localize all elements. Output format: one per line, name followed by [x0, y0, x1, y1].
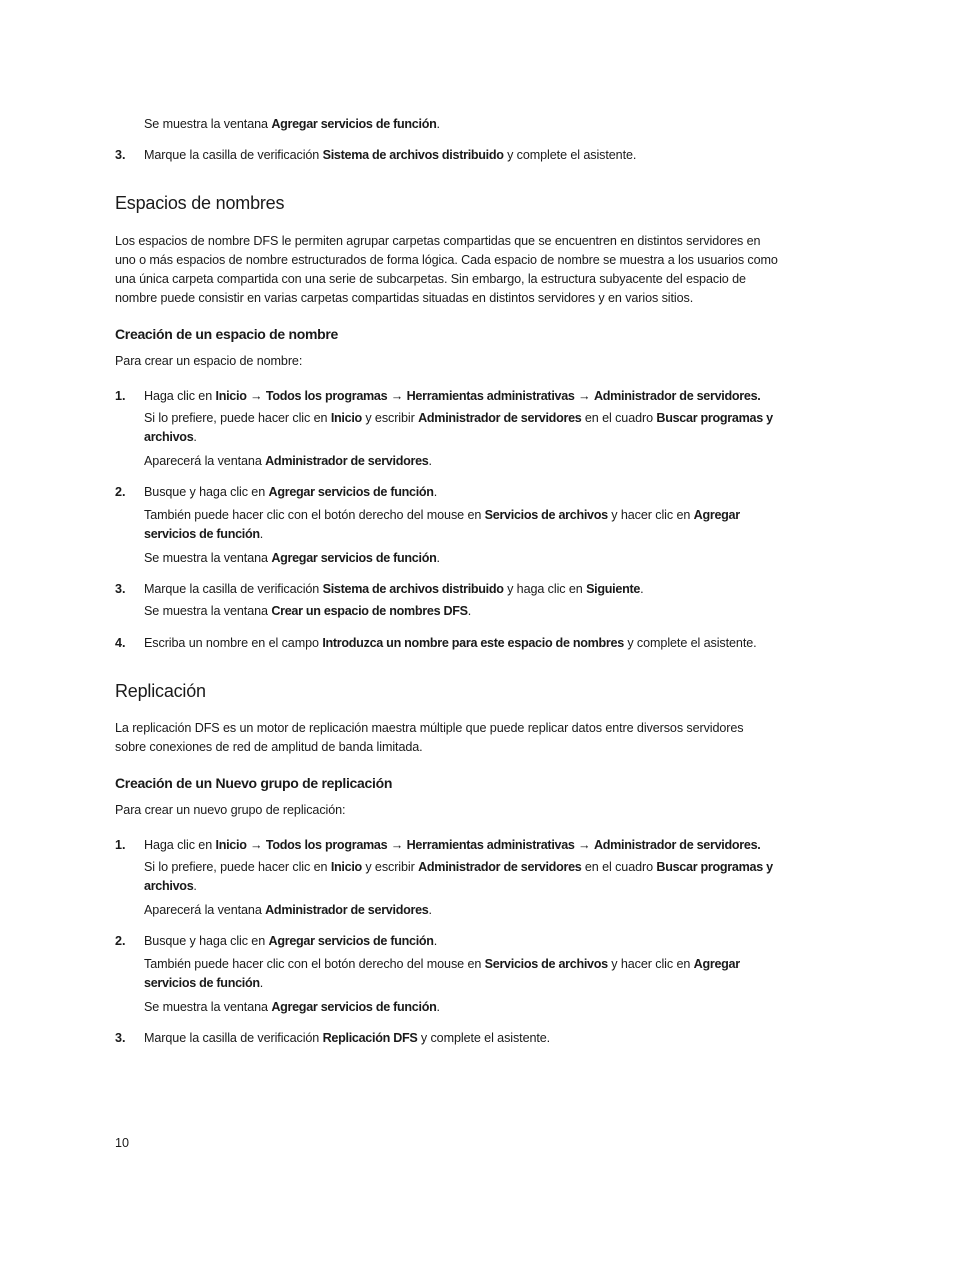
step-text: archivos. — [144, 879, 197, 893]
step-number: 4. — [115, 636, 126, 650]
step-text: Si lo prefiere, puede hacer clic en Inicio y escribir Administrador de servidores en el cuadro Buscar programas y — [144, 411, 773, 425]
step-number: 2. — [115, 934, 126, 948]
step-text: Escriba un nombre en el campo Introduzca un nombre para este espacio de nombres y complete el asistente. — [144, 636, 757, 650]
step-text: Marque la casilla de verificación Sistema de archivos distribuido y complete el asistente. — [144, 148, 637, 162]
subsection-heading-create-replication-group: Creación de un Nuevo grupo de replicación — [115, 775, 393, 791]
step-note: Se muestra la ventana Crear un espacio de nombres DFS. — [144, 604, 472, 618]
section-heading-replication: Replicación — [115, 681, 206, 701]
step-number: 1. — [115, 389, 126, 403]
step-text: Si lo prefiere, puede hacer clic en Inicio y escribir Administrador de servidores en el cuadro Buscar programas y — [144, 860, 773, 874]
step-note: Aparecerá la ventana Administrador de servidores. — [144, 903, 432, 917]
step-text: servicios de función. — [144, 527, 264, 541]
step-number: 1. — [115, 838, 126, 852]
step-note: Se muestra la ventana Agregar servicios de función. — [144, 117, 440, 131]
procedure-lead: Para crear un espacio de nombre: — [115, 354, 303, 368]
replication-intro: La replicación DFS es un motor de replicación maestra múltiple que puede replicar datos entre diversos servidores sobre conexiones de red de amplitud de banda limitada. — [115, 721, 744, 754]
step-note: Se muestra la ventana Agregar servicios de función. — [144, 551, 440, 565]
step-number: 3. — [115, 148, 126, 162]
step-number: 3. — [115, 1031, 126, 1045]
step-text: Busque y haga clic en Agregar servicios de función. — [144, 934, 438, 948]
step-text: Marque la casilla de verificación Sistema de archivos distribuido y haga clic en Siguiente. — [144, 582, 644, 596]
namespaces-intro: Los espacios de nombre DFS le permiten agrupar carpetas compartidas que se encuentren en distintos servidores en uno o más espacios de nombre estructurados de forma lógica. Cada espacio de nombre se muestra a los usuarios como una única carpeta compartida con una serie de subcarpetas. Sin embargo, la estructura subyacente del espacio de nombre puede consistir en varias carpetas compartidas situadas en distintos servidores y en varios sitios. — [115, 234, 778, 305]
step-text: Busque y haga clic en Agregar servicios de función. — [144, 485, 438, 499]
step-number: 3. — [115, 582, 126, 596]
procedure-lead: Para crear un nuevo grupo de replicación: — [115, 803, 346, 817]
step-text: También puede hacer clic con el botón derecho del mouse en Servicios de archivos y hacer clic en Agregar — [144, 508, 740, 522]
step-text: Marque la casilla de verificación Replicación DFS y complete el asistente. — [144, 1031, 551, 1045]
step-text: servicios de función. — [144, 976, 264, 990]
step-text: Haga clic en Inicio → Todos los programas → Herramientas administrativas → Administrador de servidores. — [144, 389, 761, 403]
step-text: También puede hacer clic con el botón derecho del mouse en Servicios de archivos y hacer clic en Agregar — [144, 957, 740, 971]
page-number: 10 — [115, 1136, 130, 1150]
step-text: archivos. — [144, 430, 197, 444]
step-note: Aparecerá la ventana Administrador de servidores. — [144, 454, 432, 468]
section-heading-namespaces: Espacios de nombres — [115, 193, 285, 213]
step-text: Haga clic en Inicio → Todos los programas → Herramientas administrativas → Administrador de servidores. — [144, 838, 761, 852]
subsection-heading-create-namespace: Creación de un espacio de nombre — [115, 326, 339, 342]
step-number: 2. — [115, 485, 126, 499]
step-note: Se muestra la ventana Agregar servicios de función. — [144, 1000, 440, 1014]
